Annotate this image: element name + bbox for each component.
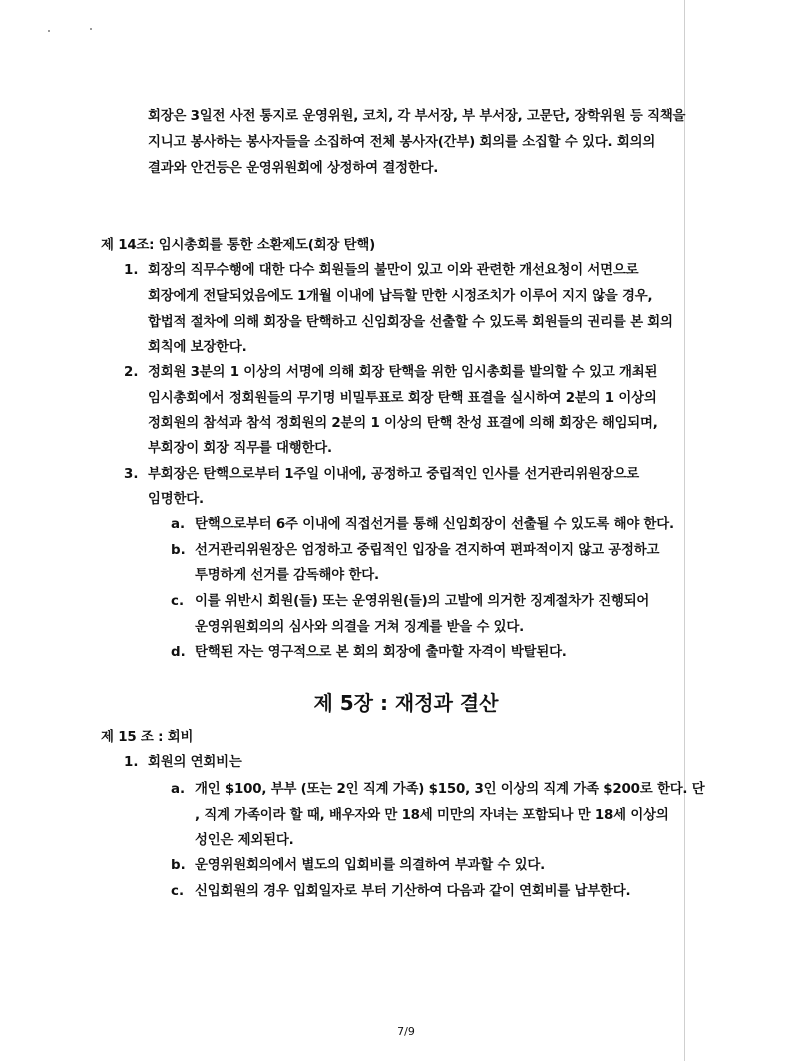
- article-15-heading: 제 15 조 : 회비: [101, 730, 194, 745]
- item-line: 회장의 직무수행에 대한 다수 회원들의 불만이 있고 이와 관련한 개선요청이 서면으로: [148, 263, 639, 278]
- scan-edge-line: [684, 0, 685, 1061]
- item-number: 3.: [124, 467, 139, 482]
- intro-line: 지니고 봉사하는 봉사자들을 소집하여 전체 봉사자(간부) 회의를 소집할 수 있다. 회의의: [148, 135, 656, 150]
- subitem-letter: b.: [171, 858, 186, 873]
- item-number: 1.: [124, 263, 139, 278]
- subitem-letter: b.: [171, 543, 186, 558]
- subitem-line: 운영위원회의에서 별도의 입회비를 의결하여 부과할 수 있다.: [195, 858, 546, 873]
- subitem-line: 탄핵된 자는 영구적으로 본 회의 회장에 출마할 자격이 박탈된다.: [195, 645, 567, 660]
- subitem-line: 운영위원회의의 심사와 의결을 거쳐 징계를 받을 수 있다.: [195, 620, 525, 635]
- item-line: 정회원의 참석과 참석 정회원의 2분의 1 이상의 탄핵 찬성 표결에 의해 회장은 해임되며,: [148, 416, 658, 431]
- subitem-line: 개인 $100, 부부 (또는 2인 직계 가족) $150, 3인 이상의 직계 가족 $200로 한다. 단: [195, 782, 705, 797]
- subitem-line: 탄핵으로부터 6주 이내에 직접선거를 통해 신임회장이 선출될 수 있도록 해야 한다.: [195, 517, 674, 532]
- subitem-line: 투명하게 선거를 감독해야 한다.: [195, 568, 379, 583]
- intro-line: 결과와 안건등은 운영위원회에 상정하여 결정한다.: [148, 161, 439, 176]
- subitem-line: 신입회원의 경우 입회일자로 부터 기산하여 다음과 같이 연회비를 납부한다.: [195, 884, 631, 899]
- item-line: 합법적 절차에 의해 회장을 탄핵하고 신임회장을 선출할 수 있도록 회원들의 권리를 본 회의: [148, 315, 673, 330]
- subitem-letter: a.: [171, 517, 186, 532]
- item-line: 임시총회에서 정회원들의 무기명 비밀투표로 회장 탄핵 표결을 실시하여 2분의 1 이상의: [148, 391, 657, 406]
- scan-speck: [48, 30, 50, 32]
- scan-speck: [90, 28, 92, 30]
- item-line: 회원의 연회비는: [148, 755, 242, 770]
- item-line: 임명한다.: [148, 492, 204, 507]
- item-line: 정회원 3분의 1 이상의 서명에 의해 회장 탄핵을 위한 임시총회를 발의할 수 있고 개최된: [148, 365, 658, 380]
- item-number: 1.: [124, 755, 139, 770]
- item-line: 회칙에 보장한다.: [148, 340, 247, 355]
- subitem-line: 성인은 제외된다.: [195, 833, 294, 848]
- subitem-letter: c.: [171, 594, 185, 609]
- subitem-line: , 직계 가족이라 할 때, 배우자와 만 18세 미만의 자녀는 포함되나 만 18세 이상의: [195, 808, 669, 823]
- intro-line: 회장은 3일전 사전 통지로 운영위원, 코치, 각 부서장, 부 부서장, 고문단, 장학위원 등 직책을: [148, 109, 686, 124]
- subitem-letter: c.: [171, 884, 185, 899]
- subitem-line: 이를 위반시 회원(들) 또는 운영위원(들)의 고발에 의거한 징계절차가 진행되어: [195, 594, 650, 609]
- page-number: 7/9: [397, 1025, 415, 1038]
- item-line: 부회장이 회장 직무를 대행한다.: [148, 441, 332, 456]
- item-line: 부회장은 탄핵으로부터 1주일 이내에, 공정하고 중립적인 인사를 선거관리위원장으로: [148, 467, 639, 482]
- subitem-letter: a.: [171, 782, 186, 797]
- chapter-title: 제 5장 : 재정과 결산: [313, 691, 499, 715]
- item-number: 2.: [124, 365, 139, 380]
- subitem-letter: d.: [171, 645, 186, 660]
- article-14-heading: 제 14조: 임시총회를 통한 소환제도(회장 탄핵): [101, 238, 376, 253]
- item-line: 회장에게 전달되었음에도 1개월 이내에 납득할 만한 시정조치가 이루어 지지 않을 경우,: [148, 289, 653, 304]
- subitem-line: 선거관리위원장은 엄정하고 중립적인 입장을 견지하여 편파적이지 않고 공정하고: [195, 543, 660, 558]
